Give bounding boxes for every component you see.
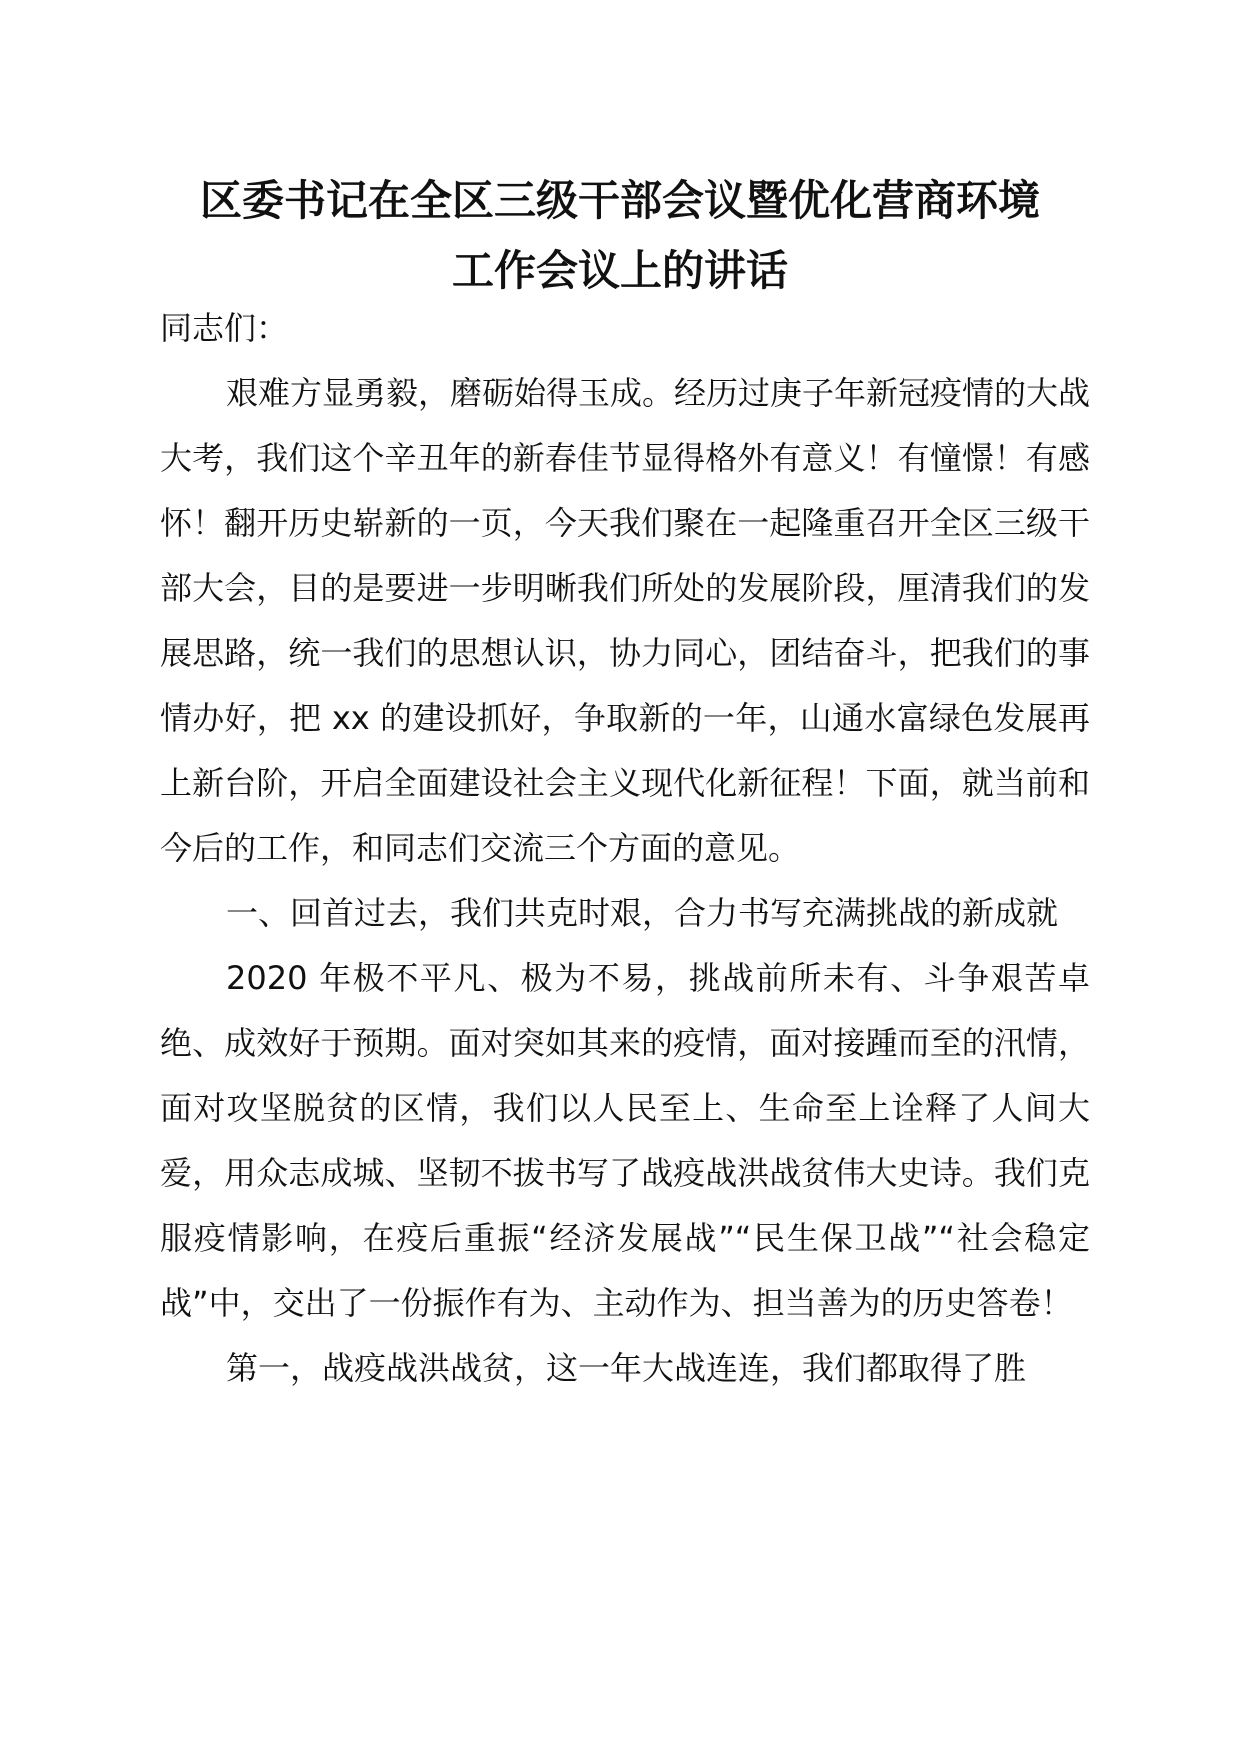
- salutation: 同志们：: [160, 309, 289, 347]
- title-line-2: 工作会议上的讲话: [451, 246, 788, 295]
- document-title: [140, 166, 1100, 306]
- document-body: [160, 296, 1090, 1401]
- paragraph-2020: 2020 年极不平凡、极为不易，挑战前所未有、斗争艰苦卓绝、成效好于预期。面对突如其来的疫情，面对接踵而至的汛情，面对攻坚脱贫的区情，我们以人民至上、生命至上诠释了人间大爱，用众志成城、坚韧不拔书写了战疫战洪战贫伟大史诗。我们克服疫情影响，在疫后重振“经济发展战”“民生保卫战”“社会稳定战”中，交出了一份振作有为、主动作为、担当善为的历史答卷！: [160, 959, 1090, 1322]
- title-line-1: 区委书记在全区三级干部会议暨优化营商环境: [199, 176, 1040, 225]
- paragraph-intro: 艰难方显勇毅，磨砺始得玉成。经历过庚子年新冠疫情的大战大考，我们这个辛丑年的新春佳节显得格外有意义！有憧憬！有感怀！翻开历史崭新的一页，今天我们聚在一起隆重召开全区三级干部大会，目的是要进一步明晰我们所处的发展阶段，厘清我们的发展思路，统一我们的思想认识，协力同心，团结奋斗，把我们的事情办好，把 xx 的建设抓好，争取新的一年，山通水富绿色发展再上新台阶，开启全面建设社会主义现代化新征程！下面，就当前和今后的工作，和同志们交流三个方面的意见。: [160, 374, 1091, 867]
- section-heading-1: 一、回首过去，我们共克时艰，合力书写充满挑战的新成就: [226, 894, 1059, 932]
- paragraph-first-point: 第一，战疫战洪战贫，这一年大战连连，我们都取得了胜: [226, 1349, 1027, 1387]
